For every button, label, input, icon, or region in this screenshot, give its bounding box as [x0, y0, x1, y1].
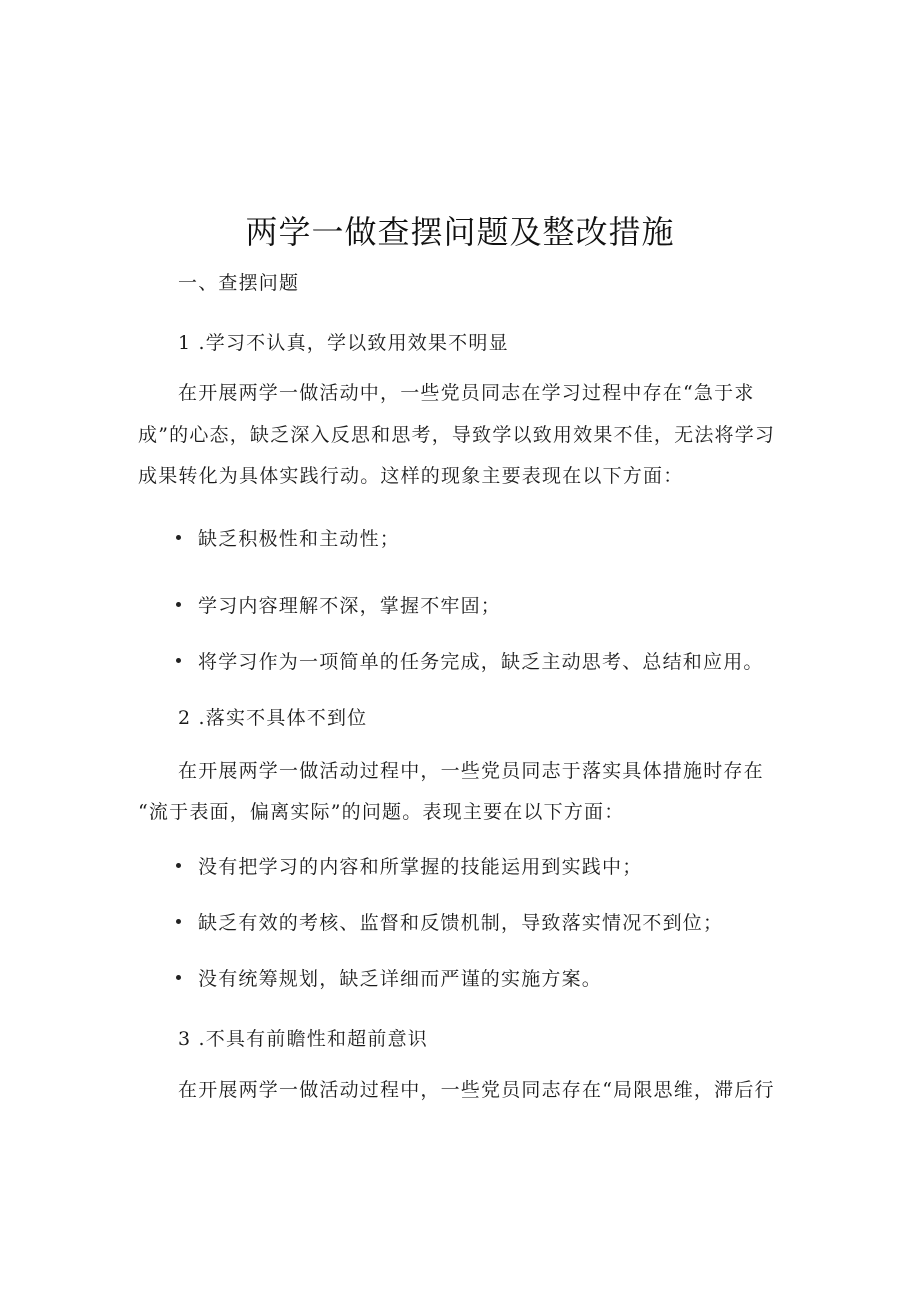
item3-heading: 3 .不具有前瞻性和超前意识 [178, 1028, 428, 1050]
item2-bullet: 没有统筹规划，缺乏详细而严谨的实施方案。 [198, 968, 603, 990]
document-title: 两学一做查摆问题及整改措施 [245, 213, 675, 251]
item1-paragraph-line: 成果转化为具体实践行动。这样的现象主要表现在以下方面： [138, 465, 684, 487]
bullet-dot-icon [176, 658, 181, 663]
item1-bullet: 将学习作为一项简单的任务完成，缺乏主动思考、总结和应用。 [198, 651, 764, 673]
item2-paragraph-line: 在开展两学一做活动过程中，一些党员同志于落实具体措施时存在 [178, 760, 764, 782]
bullet-dot-icon [176, 975, 181, 980]
item2-heading: 2 .落实不具体不到位 [178, 707, 368, 729]
bullet-dot-icon [176, 602, 181, 607]
item1-heading: 1 .学习不认真，学以致用效果不明显 [178, 332, 509, 354]
item1-paragraph-line: 成”的心态，缺乏深入反思和思考，导致学以致用效果不佳，无法将学习 [138, 424, 776, 446]
item2-paragraph-line: “流于表面，偏离实际”的问题。表现主要在以下方面： [138, 801, 625, 823]
bullet-dot-icon [176, 919, 181, 924]
item3-paragraph-line: 在开展两学一做活动过程中，一些党员同志存在“局限思维，滞后行 [178, 1079, 775, 1101]
item1-bullet: 缺乏积极性和主动性； [198, 528, 401, 550]
item2-bullet: 缺乏有效的考核、监督和反馈机制，导致落实情况不到位； [198, 912, 724, 934]
item1-paragraph-line: 在开展两学一做活动中，一些党员同志在学习过程中存在“急于求 [178, 382, 755, 404]
bullet-dot-icon [176, 863, 181, 868]
bullet-dot-icon [176, 535, 181, 540]
item2-bullet: 没有把学习的内容和所掌握的技能运用到实践中； [198, 856, 643, 878]
section-heading: 一、查摆问题 [178, 272, 300, 294]
item1-bullet: 学习内容理解不深，掌握不牢固； [198, 595, 502, 617]
